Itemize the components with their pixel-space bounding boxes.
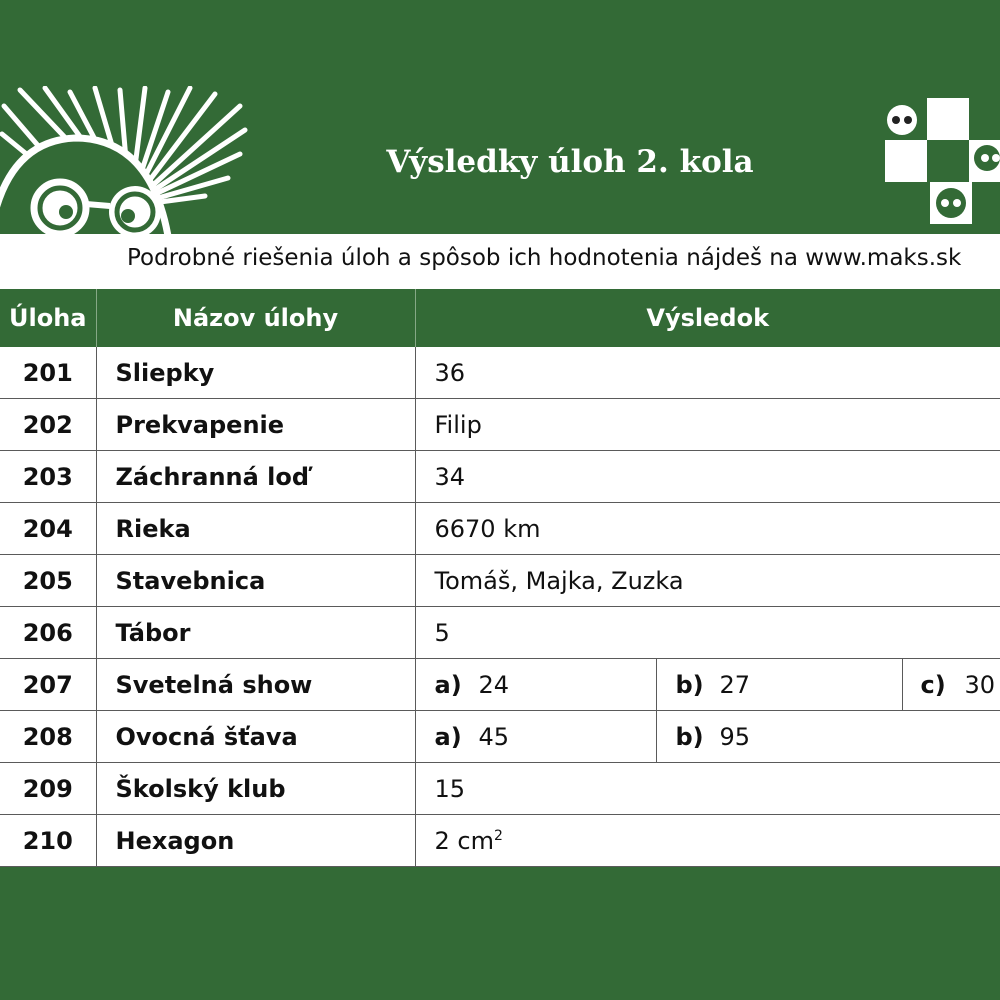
result-superscript: 2 [493,827,503,844]
task-name: Školský klub [96,763,415,815]
results-table [0,289,1000,867]
header-band [0,86,1000,234]
table-row [0,399,1000,451]
task-number: 203 [0,451,96,503]
part-label: a) [434,722,462,751]
subtitle-text: Podrobné riešenia úloh a spôsob ich hodnotenia nájdeš na www.maks.sk [127,245,962,271]
task-result: 34 [415,451,1000,503]
part-label: c) [920,670,946,699]
task-number: 208 [0,711,96,763]
task-result-part-c [902,659,1000,711]
task-result: 5 [415,607,1000,659]
task-result: Filip [415,399,1000,451]
task-number: 207 [0,659,96,711]
task-result [415,815,1000,867]
task-number: 206 [0,607,96,659]
task-number: 210 [0,815,96,867]
task-name: Záchranná loď [96,451,415,503]
result-value: 2 cm [434,826,494,855]
subtitle-bar [0,234,1000,289]
task-number: 205 [0,555,96,607]
part-value: 24 [478,670,510,699]
task-number: 209 [0,763,96,815]
mascot-icon [0,86,250,234]
column-header-name: Názov úlohy [96,289,415,347]
task-result-part-a [415,659,656,711]
part-value: 45 [478,722,510,751]
task-result: 15 [415,763,1000,815]
part-value: 95 [719,722,751,751]
part-label: b) [675,670,704,699]
table-row [0,347,1000,399]
table-row [0,659,1000,711]
table-row [0,503,1000,555]
task-result: Tomáš, Majka, Zuzka [415,555,1000,607]
task-name: Svetelná show [96,659,415,711]
task-result: 6670 km [415,503,1000,555]
task-name: Stavebnica [96,555,415,607]
table-row [0,763,1000,815]
part-label: a) [434,670,462,699]
task-name: Sliepky [96,347,415,399]
task-name: Tábor [96,607,415,659]
maks-logo-icon [885,98,1000,228]
task-number: 201 [0,347,96,399]
part-value: 27 [719,670,751,699]
task-result-part-a [415,711,656,763]
table-row [0,451,1000,503]
task-name: Prekvapenie [96,399,415,451]
task-number: 204 [0,503,96,555]
table-row [0,711,1000,763]
table-row [0,607,1000,659]
task-name: Rieka [96,503,415,555]
part-label: b) [675,722,704,751]
task-result-part-b [656,711,1000,763]
task-name: Ovocná šťava [96,711,415,763]
column-header-result: Výsledok [415,289,1000,347]
table-row [0,815,1000,867]
part-value: 30 [964,670,996,699]
task-name: Hexagon [96,815,415,867]
task-number: 202 [0,399,96,451]
table-header-row [0,289,1000,347]
task-result: 36 [415,347,1000,399]
column-header-task: Úloha [0,289,96,347]
task-result-part-b [656,659,902,711]
page-title: Výsledky úloh 2. kola [386,144,754,180]
table-row [0,555,1000,607]
